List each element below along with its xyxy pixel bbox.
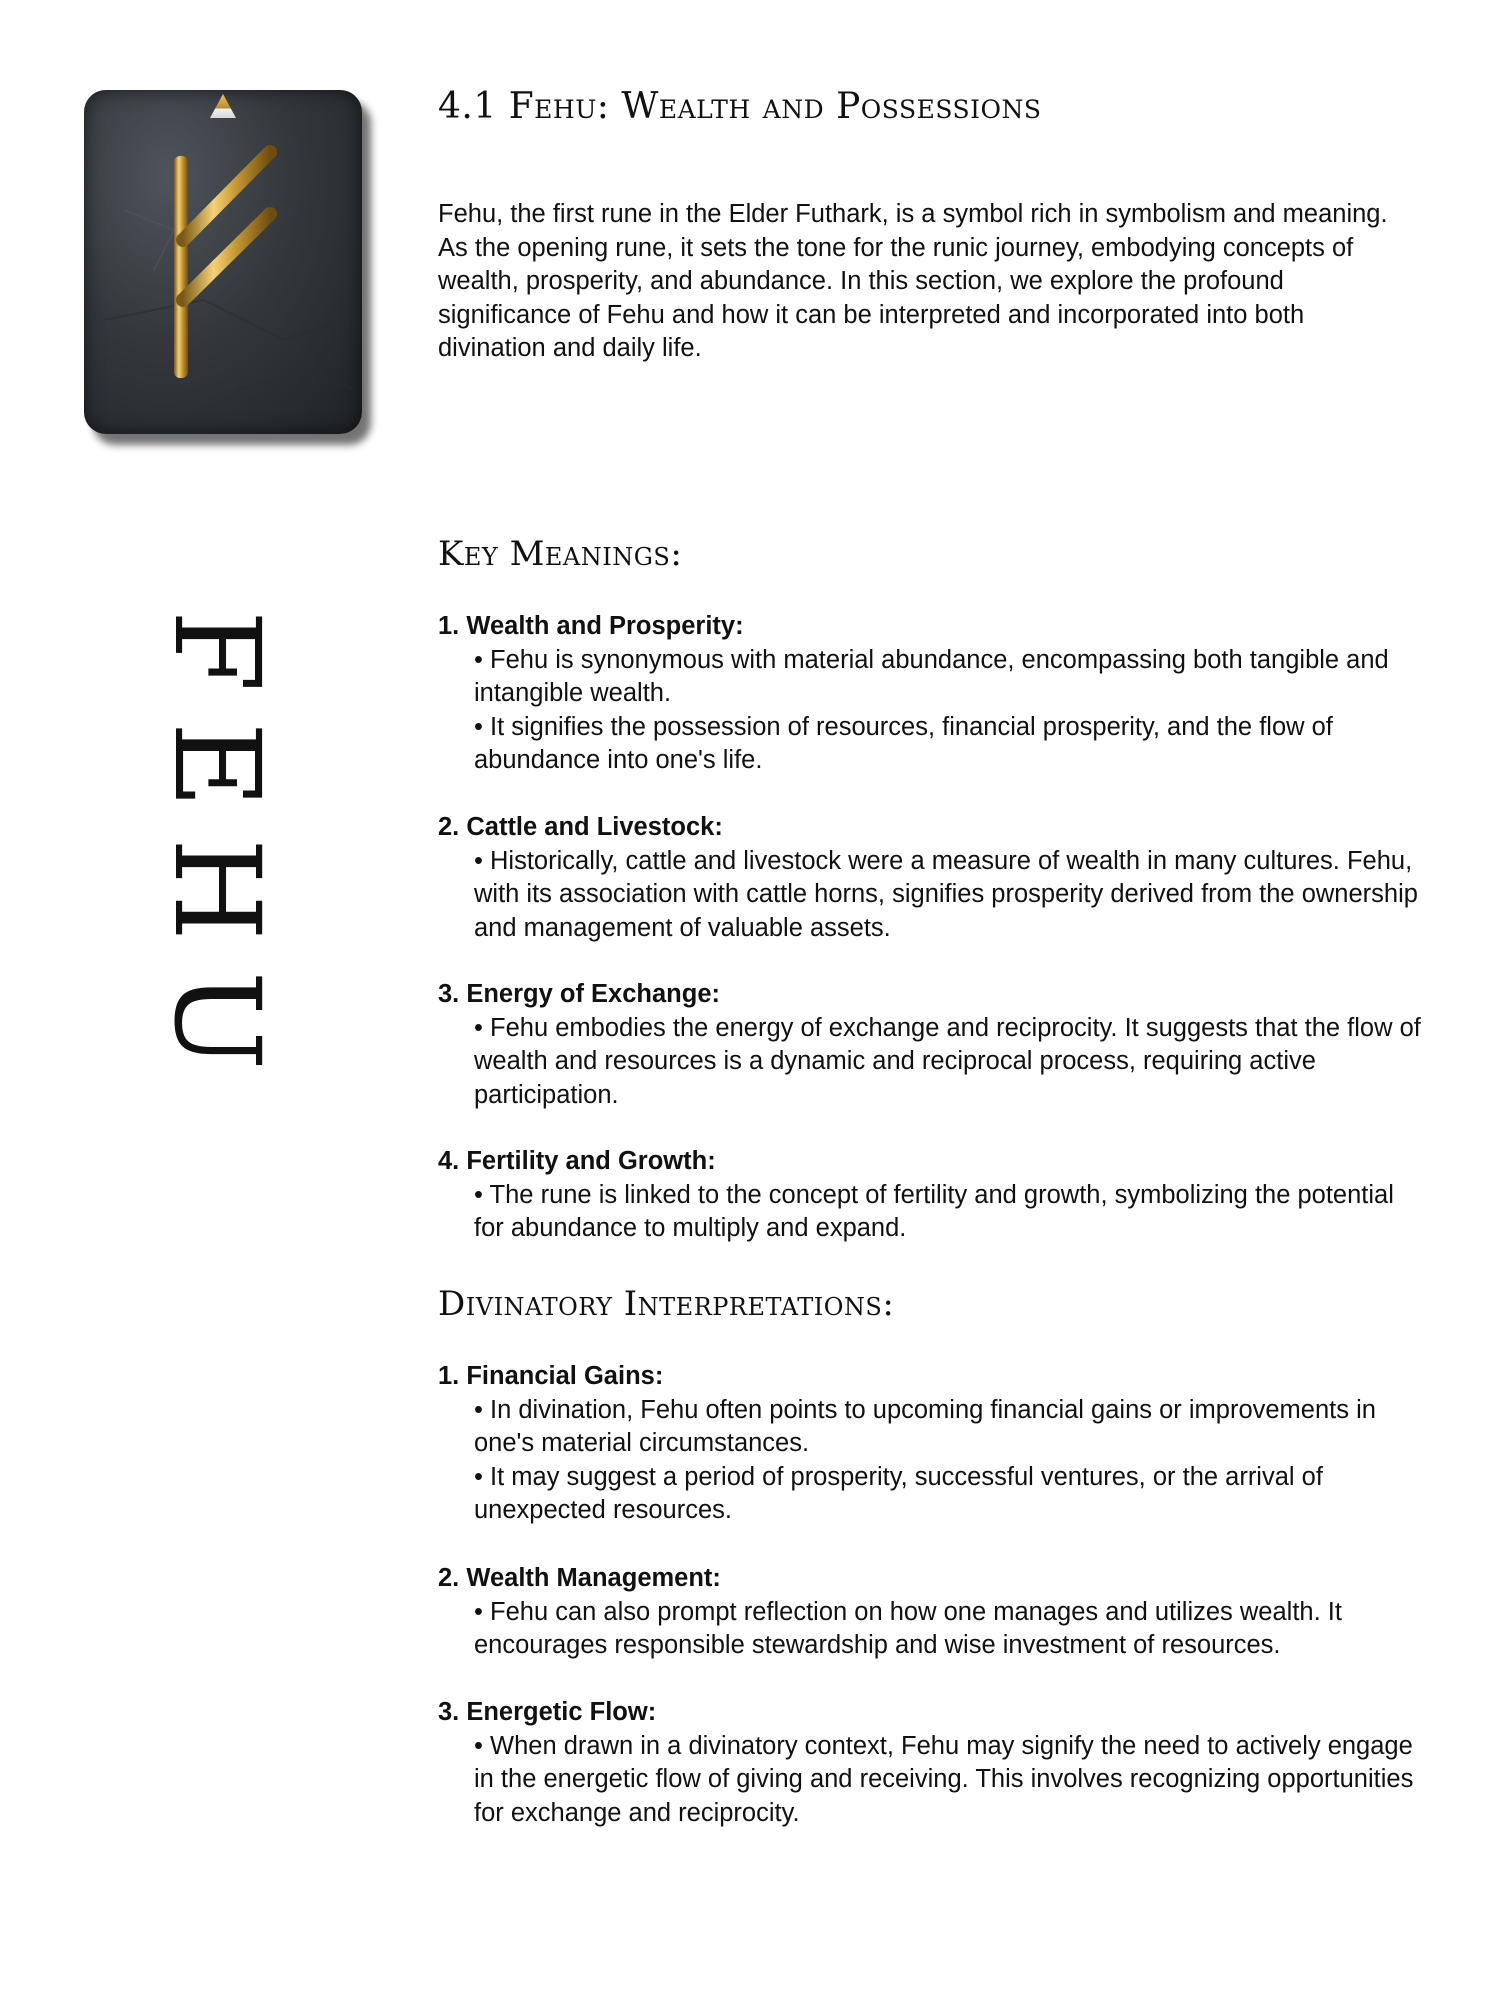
divinatory-item <box>438 1562 1428 1663</box>
item-bullet: • Historically, cattle and livestock were a measure of wealth in many cultures. Fehu, with its association with cattle horns, signifies prosperity derived from the ownership and management of valuable assets. <box>474 846 1418 942</box>
divinatory-heading: Divinatory Interpretations: <box>438 1284 895 1324</box>
item-title: 2. Wealth Management: <box>438 1564 721 1592</box>
fehu-rune-icon <box>84 90 362 434</box>
side-rune-name <box>148 610 288 1101</box>
item-title: 3. Energetic Flow: <box>438 1698 657 1726</box>
item-bullet: • Fehu can also prompt reflection on how one manages and utilizes wealth. It encourages responsible stewardship and wise investment of resources. <box>474 1597 1342 1659</box>
triangle-marker-icon <box>210 94 236 118</box>
divinatory-item <box>438 1696 1428 1830</box>
fehu-rune-tile <box>84 90 362 434</box>
key-meaning-item <box>438 610 1428 778</box>
key-meaning-item <box>438 1145 1428 1246</box>
intro-paragraph: Fehu, the first rune in the Elder Futhark, is a symbol rich in symbolism and meaning. As the opening rune, it sets the tone for the runic journey, embodying concepts of wealth, prosperity, and abundance. In this section, we explore the profound significance of Fehu and how it can be interpreted and incorporated into both divination and daily life. <box>438 200 1388 362</box>
item-bullet: • It may suggest a period of prosperity, successful ventures, or the arrival of unexpected resources. <box>474 1462 1323 1524</box>
key-meanings-heading: Key Meanings: <box>438 534 683 574</box>
item-title: 3. Energy of Exchange: <box>438 980 720 1008</box>
item-bullet: • Fehu embodies the energy of exchange and reciprocity. It suggests that the flow of wealth and resources is a dynamic and reciprocal process, requiring active participation. <box>474 1013 1421 1109</box>
page-title: 4.1 Fehu: Wealth and Possessions <box>438 86 1042 127</box>
divinatory-item <box>438 1360 1428 1528</box>
item-bullet: • It signifies the possession of resources, financial prosperity, and the flow of abundance into one's life. <box>474 712 1333 774</box>
item-bullet: • In divination, Fehu often points to upcoming financial gains or improvements in one's material circumstances. <box>474 1395 1376 1457</box>
item-title: 1. Financial Gains: <box>438 1362 664 1390</box>
key-meaning-item <box>438 978 1428 1112</box>
side-rune-name-text: FEHU <box>148 610 286 1101</box>
item-title: 1. Wealth and Prosperity: <box>438 612 744 640</box>
item-bullet: • When drawn in a divinatory context, Fehu may signify the need to actively engage in the energetic flow of giving and receiving. This involves recognizing opportunities for exchange and reciprocity. <box>474 1731 1414 1827</box>
item-bullet: • The rune is linked to the concept of fertility and growth, symbolizing the potential for abundance to multiply and expand. <box>474 1180 1394 1242</box>
item-title: 4. Fertility and Growth: <box>438 1147 716 1175</box>
item-bullet: • Fehu is synonymous with material abundance, encompassing both tangible and intangible wealth. <box>474 645 1389 707</box>
item-title: 2. Cattle and Livestock: <box>438 813 723 841</box>
key-meaning-item <box>438 811 1428 945</box>
